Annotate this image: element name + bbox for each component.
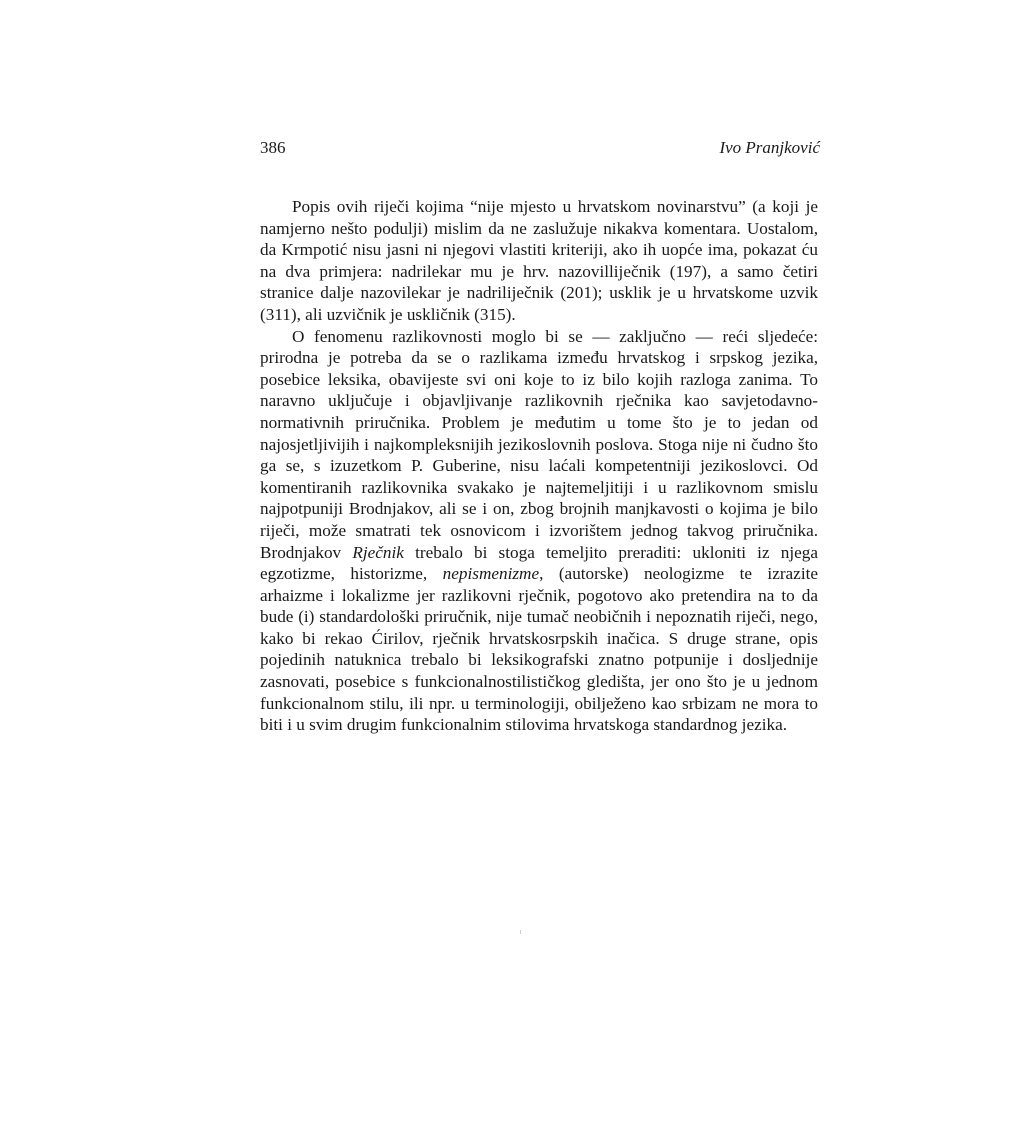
running-head-author: Ivo Pranjković bbox=[719, 138, 820, 157]
italic-term-nepismenizme: nepismenizme bbox=[442, 564, 540, 584]
paragraph-2-text-a: O fenomenu razlikovnosti moglo bi se — zaključno — reći sljedeće: prirodna je potreba da se o razlikama između hrvatskog i srpskog jezika, posebice leksika, obavijeste svi oni koje to iz bilo kojih razloga zanima. To naravno uključuje i objavljivanje razlikovnih rječnika kao savjetodavno-normativnih priručnika. Problem je međutim u tome što je to jedan od najosjetljivijih i najkompleksnijih jezikoslovnih poslova. Stoga nije ni čudno što ga se, s izuzetkom P. Guberine, nisu laćali kompetentniji jezikoslovci. Od komentiranih razlikovnika svakako je najtemeljitiji i u razlikovnom smislu najpotpuniji Brodnjakov, ali se i on, zbog brojnih manjkavosti o kojima je bilo riječi, može smatrati tek osnovicom i izvorištem jednog takvog priručnika. Brodnjakov bbox=[260, 326, 818, 562]
scan-artifact bbox=[520, 930, 521, 934]
paragraph-1: Popis ovih riječi kojima “nije mjesto u hrvatskom novinarstvu” (a koji je namjerno nešto podulji) mislim da ne zaslužuje nikakva komentara. Uostalom, da Krmpotić nisu jasni ni njegovi vlastiti kriteriji, ako ih uopće ima, pokazat ću na dva primjera: nadrilekar mu je hrv. nazovilliječnik (197), a samo četiri stranice dalje nazovilekar je nadriliječnik (201); usklik je u hrvatskome uzvik (311), ali uzvičnik je uskličnik (315). bbox=[260, 197, 818, 324]
body-text bbox=[260, 196, 818, 736]
running-head bbox=[260, 137, 820, 159]
paragraph-2 bbox=[260, 326, 818, 736]
italic-title-rjecnik: Rječnik bbox=[352, 542, 404, 562]
paragraph-2-text-c: , (autorske) neologizme te izrazite arhaizme i lokalizme jer razlikovni rječnik, pogotovo ako pretendira na to da bude (i) standardološki priručnik, nije tumač neobičnih i nepoznatih riječi, nego, kako bi rekao Ćirilov, rječnik hrvatskosrpskih inačica. S druge strane, opis pojedinih natuknica trebalo bi leksikografski znatno potpunije i dosljednije zasnovati, posebice s funkcionalnostilističkog gledišta, jer ono što je u jednom funkcionalnom stilu, ili npr. u terminologiji, obilježeno kao srbizam ne mora to biti i u svim drugim funkcionalnim stilovima hrvatskoga standardnog jezika. bbox=[260, 564, 818, 735]
paragraph-2-text-b: trebalo bi stoga temeljito preraditi: ukloniti iz njega egzotizme, historizme, bbox=[260, 542, 819, 584]
page-number: 386 bbox=[260, 138, 286, 157]
